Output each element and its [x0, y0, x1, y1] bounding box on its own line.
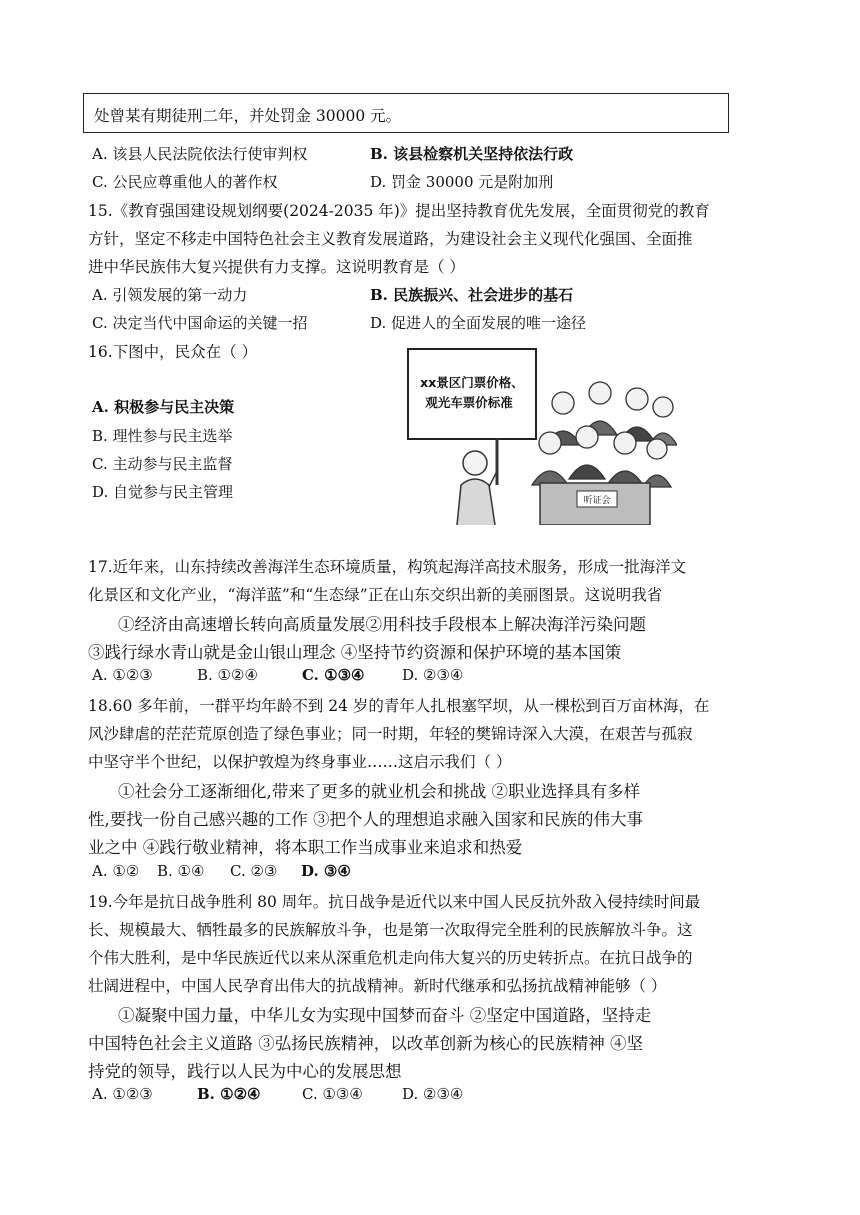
q18-statement-line3: 业之中 ④践行敬业精神，将本职工作当成事业来追求和热爱 — [88, 838, 523, 857]
q19-option-a[interactable]: A. ①②③ — [92, 1085, 153, 1103]
q15-option-a[interactable]: A. 引领发展的第一动力 — [92, 286, 248, 304]
q14-option-b[interactable]: B. 该县检察机关坚持依法行政 — [370, 145, 574, 163]
q18-statement-line1: ①社会分工逐渐细化,带来了更多的就业机会和挑战 ②职业选择具有多样 — [118, 782, 640, 801]
q19-option-c[interactable]: C. ①③④ — [302, 1085, 363, 1103]
podium-label: 听证会 — [583, 496, 611, 506]
sign-board — [408, 349, 536, 439]
q15-option-d[interactable]: D. 促进人的全面发展的唯一途径 — [370, 314, 587, 332]
q15-stem-line2: 方针，坚定不移走中国特色社会主义教育发展道路，为建设社会主义现代化强国、全面推 — [88, 230, 693, 248]
q19-statement-line3: 持党的领导，践行以人民为中心的发展思想 — [88, 1062, 402, 1081]
q16-option-c[interactable]: C. 主动参与民主监督 — [92, 455, 233, 473]
q17-option-b[interactable]: B. ①②④ — [197, 666, 258, 684]
q18-stem-line3: 中坚守半个世纪，以保护敦煌为终身事业……这启示我们（ ） — [88, 753, 512, 771]
q17-option-a[interactable]: A. ①②③ — [92, 666, 153, 684]
q16-stem: 16.下图中，民众在（ ） — [88, 343, 258, 361]
q17-statement-line1: ①经济由高速增长转向高质量发展②用科技手段根本上解决海洋污染问题 — [118, 615, 646, 634]
q18-option-b[interactable]: B. ①④ — [157, 862, 205, 880]
q17-stem-line2: 化景区和文化产业，“海洋蓝”和“生态绿”正在山东交织出新的美丽图景。这说明我省 — [88, 586, 663, 604]
q19-stem-line3: 个伟大胜利，是中华民族近代以来从深重危机走向伟大复兴的历史转折点。在抗日战争的 — [88, 949, 693, 967]
q19-stem-line4: 壮阔进程中，中国人民孕育出伟大的抗战精神。新时代继承和弘扬抗战精神能够（ ） — [88, 977, 667, 995]
q19-statement-line1: ①凝聚中国力量，中华儿女为实现中国梦而奋斗 ②坚定中国道路，坚持走 — [118, 1006, 652, 1025]
q18-option-c[interactable]: C. ②③ — [230, 862, 278, 880]
q18-stem-line1: 18.60 多年前，一群平均年龄不到 24 岁的青年人扎根塞罕坝，从一棵松到百万亩林海，在 — [88, 697, 710, 715]
q17-stem-line1: 17.近年来，山东持续改善海洋生态环境质量，构筑起海洋高技术服务，形成一批海洋文 — [88, 558, 687, 576]
material-box — [83, 93, 729, 133]
q17-statement-line2: ③践行绿水青山就是金山银山理念 ④坚持节约资源和保护环境的基本国策 — [88, 643, 622, 662]
q14-option-a[interactable]: A. 该县人民法院依法行使审判权 — [92, 145, 308, 163]
q17-option-c[interactable]: C. ①③④ — [302, 666, 365, 684]
q15-stem-line3: 进中华民族伟大复兴提供有力支撑。这说明教育是（ ） — [88, 258, 465, 276]
q18-option-a[interactable]: A. ①② — [92, 862, 140, 880]
q16-option-b[interactable]: B. 理性参与民主选举 — [92, 427, 233, 445]
q19-option-b[interactable]: B. ①②④ — [197, 1085, 261, 1103]
q19-stem-line2: 长、规模最大、牺牲最多的民族解放斗争，也是第一次取得完全胜利的民族解放斗争。这 — [88, 921, 693, 939]
q18-stem-line2: 风沙肆虐的茫茫荒原创造了绿色事业；同一时期，年轻的樊锦诗深入大漠，在艰苦与孤寂 — [88, 725, 693, 743]
q19-option-d[interactable]: D. ②③④ — [402, 1085, 464, 1103]
sign-line2: 观光车票价标准 — [425, 395, 513, 410]
q19-stem-line1: 19.今年是抗日战争胜利 80 周年。抗日战争是近代以来中国人民反抗外敌入侵持续时间最 — [88, 893, 701, 911]
q16-option-d: D. 自觉参与民主管理 — [92, 483, 234, 501]
q18-statement-line2: 性,要找一份自己感兴趣的工作 ③把个人的理想追求融入国家和民族的伟大事 — [88, 810, 643, 829]
material-text: 处曾某有期徒刑二年，并处罚金 30000 元。 — [94, 107, 402, 125]
crowd-figures — [532, 382, 677, 487]
q18-option-d[interactable]: D. ③④ — [301, 862, 351, 880]
q15-option-b[interactable]: B. 民族振兴、社会进步的基石 — [370, 286, 574, 304]
speaker-figure — [457, 451, 497, 525]
q14-option-d[interactable]: D. 罚金 30000 元是附加刑 — [370, 173, 554, 191]
q16-option-a[interactable]: A. 积极参与民主决策 — [92, 398, 235, 416]
sign-line1: xx景区门票价格、 — [420, 375, 524, 390]
q15-option-c[interactable]: C. 决定当代中国命运的关键一招 — [92, 314, 308, 332]
q17-option-d[interactable]: D. ②③④ — [402, 666, 464, 684]
hearing-illustration — [405, 345, 677, 525]
q14-option-c[interactable]: C. 公民应尊重他人的著作权 — [92, 173, 278, 191]
q19-statement-line2: 中国特色社会主义道路 ③弘扬民族精神，以改革创新为核心的民族精神 ④坚 — [88, 1034, 643, 1053]
q15-stem-line1: 15.《教育强国建设规划纲要(2024-2035 年)》提出坚持教育优先发展，全面贯彻党的教育 — [88, 202, 710, 220]
